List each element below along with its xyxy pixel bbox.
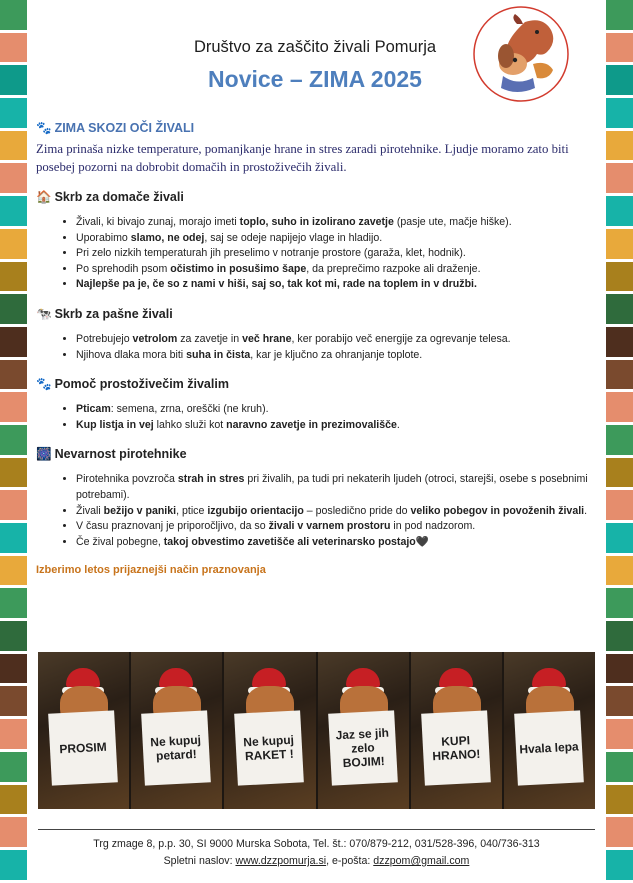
color-square [606, 817, 633, 850]
color-square [606, 294, 633, 327]
color-square [606, 65, 633, 98]
website-link[interactable]: www.dzzpomurja.si [235, 855, 327, 867]
list-item: • Pirotehnika povzroča strah in stres pri živalih, pa tudi pri nekaterih ljudeh (otroci, starejši, osebe s posebnimi potrebami). [76, 472, 596, 503]
color-square [0, 65, 27, 98]
cow-icon: 🐄 [36, 306, 52, 321]
fireworks-list [36, 472, 596, 550]
color-square [606, 458, 633, 491]
list-item: • Če žival pobegne, takoj obvestimo zavetišče ali veterinarsko postajo🖤 [76, 535, 596, 551]
color-square [606, 686, 633, 719]
color-square [0, 98, 27, 131]
dog-photo [38, 652, 131, 809]
list-item: • Potrebujejo vetrolom za zavetje in več hrane, ker porabijo več energije za ogrevanje telesa. [76, 332, 596, 348]
color-square [606, 98, 633, 131]
color-square [0, 294, 27, 327]
color-square [606, 360, 633, 393]
color-square [606, 785, 633, 818]
fireworks-heading: 🎆 Nevarnost pirotehnike [36, 447, 187, 462]
color-square [606, 229, 633, 262]
dog-photo [411, 652, 504, 809]
color-square [0, 654, 27, 687]
pasture-heading: 🐄 Skrb za pašne živali [36, 306, 173, 321]
color-square [0, 785, 27, 818]
color-square [0, 360, 27, 393]
color-square [606, 621, 633, 654]
wild-list [36, 402, 596, 433]
list-item: • Kup listja in vej lahko služi kot naravno zavetje in prezimovališče. [76, 418, 596, 434]
wild-heading: 🐾 Pomoč prostoživečim živalim [36, 377, 229, 392]
intro-paragraph: Zima prinaša nizke temperature, pomanjkanje hrane in stres zaradi pirotehnike. Ljudje moramo zato biti posebej pozorni na dobrobit domačih in prostoživečih živali. [36, 142, 569, 174]
color-square [606, 33, 633, 66]
color-square [0, 33, 27, 66]
list-item: • Po sprehodih psom očistimo in posušimo šape, da preprečimo razpoke ali draženje. [76, 262, 596, 278]
color-square [606, 0, 633, 33]
dog-photo [224, 652, 317, 809]
house-icon: 🏠 [36, 190, 52, 204]
dog-photo [318, 652, 411, 809]
dog-photo [131, 652, 224, 809]
fireworks-icon: 🎆 [36, 447, 52, 462]
color-square [606, 523, 633, 556]
list-item: • V času praznovanj je priporočljivo, da so živali v varnem prostoru in pod nadzorom. [76, 519, 596, 535]
right-color-strip [606, 0, 633, 883]
color-square [0, 556, 27, 589]
color-square [0, 196, 27, 229]
list-item: • Njihova dlaka mora biti suha in čista, kar je ključno za ohranjanje toplote. [76, 348, 596, 364]
color-square [0, 0, 27, 33]
color-square [606, 719, 633, 752]
winter-heading: 🐾 ZIMA SKOZI OČI ŽIVALI [36, 121, 195, 135]
color-square [606, 752, 633, 785]
color-square [606, 262, 633, 295]
color-square [606, 850, 633, 883]
paw-icon: 🐾 [36, 121, 52, 135]
color-square [0, 458, 27, 491]
list-item: • Živali bežijo v paniki, ptice izgubijo orientacijo – posledično pride do veliko pobegov in povoženih živali. [76, 504, 596, 520]
photo-sign: PROSIM [48, 710, 118, 785]
color-square [606, 163, 633, 196]
color-square [0, 817, 27, 850]
dog-photo-strip [38, 652, 595, 809]
color-square [0, 392, 27, 425]
dog-photo [504, 652, 595, 809]
color-square [606, 490, 633, 523]
color-square [606, 425, 633, 458]
color-square [606, 392, 633, 425]
main-content [36, 121, 596, 576]
list-item: • Najlepše pa je, če so z nami v hiši, saj so, tak kot mi, rade na toplem in v družbi. [76, 277, 596, 293]
celebration-heading: Izberimo letos prijaznejši način praznovanja [36, 564, 266, 577]
color-square [606, 654, 633, 687]
color-square [606, 196, 633, 229]
newsletter-title: Novice – ZIMA 2025 [208, 66, 422, 92]
footer [38, 836, 595, 870]
color-square [0, 327, 27, 360]
list-item: • Živali, ki bivajo zunaj, morajo imeti toplo, suho in izolirano zavetje (pasje ute, mačje hiške). [76, 215, 596, 231]
photo-sign: Ne kupuj RAKET ! [235, 710, 305, 785]
color-square [0, 588, 27, 621]
color-square [0, 523, 27, 556]
list-item: • Uporabimo slamo, ne odej, saj se odeje napijejo vlage in hladijo. [76, 231, 596, 247]
domestic-list [36, 215, 596, 293]
photo-sign: Jaz se jih zelo BOJIM! [328, 710, 398, 785]
footer-address: Trg zmage 8, p.p. 30, SI 9000 Murska Sobota, Tel. št.: 070/879-212, 031/528-396, 040/736-313 [93, 838, 540, 850]
photo-sign: KUPI HRANO! [421, 710, 491, 785]
left-color-strip [0, 0, 27, 883]
color-square [606, 588, 633, 621]
list-item: • Pticam: semena, zrna, oreščki (ne kruh). [76, 402, 596, 418]
color-square [0, 163, 27, 196]
color-square [0, 425, 27, 458]
email-link[interactable]: dzzpom@gmail.com [373, 855, 470, 867]
color-square [606, 131, 633, 164]
color-square [0, 131, 27, 164]
color-square [0, 752, 27, 785]
list-item: • Pri zelo nizkih temperaturah jih preselimo v notranje prostore (garaža, klet, hodnik). [76, 246, 596, 262]
organization-name: Društvo za zaščito živali Pomurja [193, 38, 437, 56]
color-square [0, 719, 27, 752]
footer-contacts: Spletni naslov: www.dzzpomurja.si, e-pošta: dzzpom@gmail.com [163, 855, 470, 867]
photo-sign: Hvala lepa [514, 710, 584, 785]
color-square [0, 490, 27, 523]
color-square [0, 850, 27, 883]
color-square [0, 229, 27, 262]
pasture-list [36, 332, 596, 363]
domestic-heading: 🏠 Skrb za domače živali [36, 190, 184, 204]
paw-icon: 🐾 [36, 377, 52, 392]
photo-sign: Ne kupuj petard! [141, 710, 211, 785]
color-square [0, 686, 27, 719]
footer-divider [38, 829, 595, 830]
color-square [0, 621, 27, 654]
color-square [606, 556, 633, 589]
color-square [606, 327, 633, 360]
color-square [0, 262, 27, 295]
